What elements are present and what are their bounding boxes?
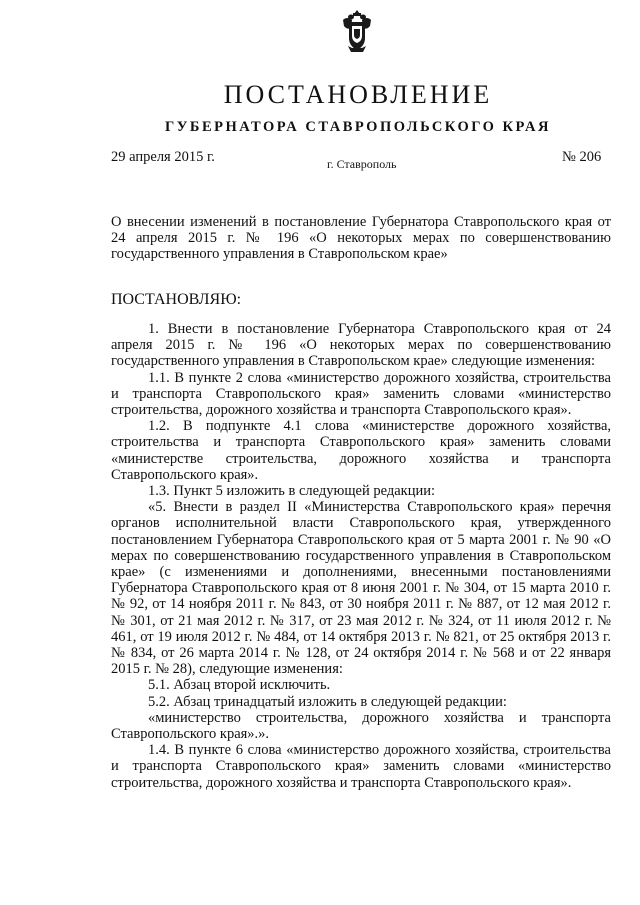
document-subject: О внесении изменений в постановление Губернатора Ставропольского края от 24 апреля 2015 г. № 196 «О некоторых мерах по совершенствованию государственного управления в Ставропольском крае» — [111, 214, 611, 262]
paragraph: 5.1. Абзац второй исключить. — [148, 677, 331, 694]
document-number: № 206 — [562, 149, 602, 165]
paragraph: 1.3. Пункт 5 изложить в следующей редакции: — [148, 483, 436, 500]
paragraph: «5. Внести в раздел II «Министерства Ставропольского края» перечня органов исполнительной власти Ставропольского края, утвержденного постановлением Губернатора Ставропольского края от 5 марта 2001 г. № 90 «О мерах по совершенствованию государственного управления в Ставропольском крае» (с изменениями и дополнениями, внесенными постановлениями Губернатора Ставропольского края от 8 июня 2001 г. № 304, от 15 марта 2010 г. № 92, от 14 ноября 2011 г. № 843, от 30 ноября 2011 г. № 887, от 12 мая 2012 г. № 301, от 21 мая 2012 г. № 317, от 23 мая 2012 г. № 324, от 11 июля 2012 г. № 461, от 19 июля 2012 г. № 484, от 14 октября 2013 г. № 821, от 25 октября 2013 г. № 834, от 26 марта 2014 г. № 128, от 24 октября 2014 г. № 568 и от 22 января 2015 г. № 28), следующие изменения: — [111, 499, 611, 678]
document-body — [111, 321, 611, 791]
paragraph: 1. Внести в постановление Губернатора Ставропольского края от 24 апреля 2015 г. № 196 «О некоторых мерах по совершенствованию государственного управления в Ставропольском крае» следующие изменения: — [111, 321, 611, 370]
paragraph: 1.1. В пункте 2 слова «министерство дорожного хозяйства, строительства и транспорта Ставропольского края» заменить словами «министерство строительства, дорожного хозяйства и транспорта Ставропольского края». — [111, 369, 611, 419]
document-date: 29 апреля 2015 г. — [111, 149, 215, 165]
document-city: г. Ставрополь — [327, 157, 397, 171]
coat-of-arms-icon — [340, 8, 374, 56]
paragraph: 5.2. Абзац тринадцатый изложить в следующей редакции: — [148, 693, 507, 710]
paragraph: 1.4. В пункте 6 слова «министерство дорожного хозяйства, строительства и транспорта Ставропольского края» заменить словами «министерство строительства, дорожного хозяйства и транспорта Ставропольского края». — [111, 742, 611, 791]
document-subtitle: ГУБЕРНАТОРА СТАВРОПОЛЬСКОГО КРАЯ — [165, 119, 551, 135]
resolve-heading: ПОСТАНОВЛЯЮ: — [111, 291, 242, 308]
paragraph: 1.2. В подпункте 4.1 слова «министерстве дорожного хозяйства, строительства и транспорта Ставропольского края» заменить словами «министерстве строительства, дорожного хозяйства и транспорта Ставропольского края». — [111, 418, 611, 483]
document-title: ПОСТАНОВЛЕНИЕ — [223, 80, 493, 109]
paragraph: «министерство строительства, дорожного хозяйства и транспорта Ставропольского края».». — [111, 709, 611, 743]
